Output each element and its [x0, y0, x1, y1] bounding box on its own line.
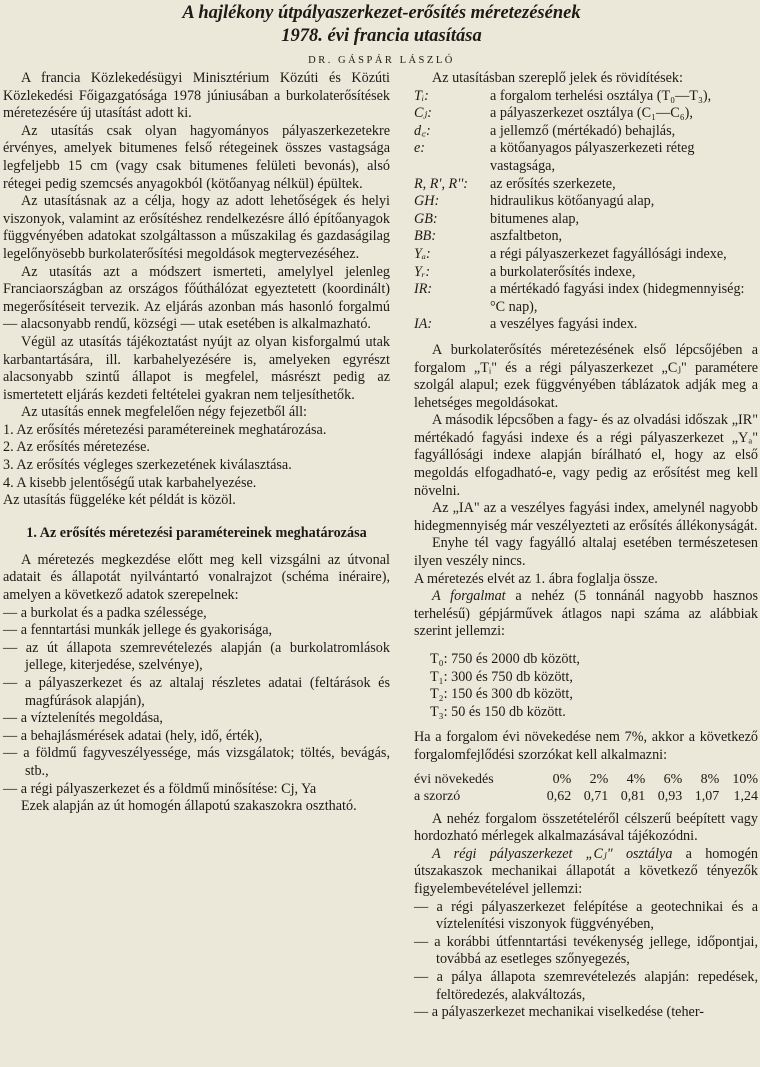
table-row: [414, 771, 758, 788]
list-item: 4. A kisebb jelentőségű utak karbahelyezése.: [3, 474, 257, 491]
symbol: BB:: [414, 228, 437, 245]
table-cell: 8%: [700, 771, 720, 787]
right-column: [414, 70, 758, 1022]
paragraph: Ha a forgalom évi növekedése nem 7%, akkor a következő forgalomfejlődési szorzókat kell alkalmazni:: [414, 729, 758, 763]
table-row: [414, 788, 758, 805]
definition: bitumenes alap,: [490, 210, 580, 227]
symbol: IR:: [414, 281, 433, 298]
title-line-1: A hajlékony útpályaszerkezet-erősítés méretezésének: [182, 3, 581, 23]
definition-row: [414, 140, 758, 175]
definition: a forgalom terhelési osztálya (T₀—T₃),: [490, 87, 712, 104]
traffic-class-list: [414, 651, 758, 721]
symbol-definitions: [414, 88, 758, 334]
symbol: Yₐ:: [414, 245, 431, 262]
paragraph: A méretezés elvét az 1. ábra foglalja össze.: [414, 570, 658, 587]
symbol: GH:: [414, 193, 440, 210]
table-cell: 0%: [552, 771, 572, 787]
list-item: — a pályaszerkezet mechanikai viselkedése (teher-: [414, 1004, 705, 1021]
table-cell: 0,93: [657, 788, 683, 804]
author-name: DR. GÁSPÁR LÁSZLÓ: [308, 55, 455, 66]
definition: a jellemző (mértékadó) behajlás,: [490, 122, 676, 139]
row-label: a szorzó: [414, 788, 461, 804]
definition-row: [414, 246, 758, 264]
list-item: — a régi pályaszerkezet és a földmű minősítése: Cj, Ya: [3, 780, 317, 797]
definition-row: [414, 193, 758, 211]
definition: a régi pályaszerkezet fagyállósági indexe,: [490, 245, 727, 262]
table-cell: 10%: [732, 771, 758, 787]
definition-row: [414, 123, 758, 141]
two-column-body: [3, 70, 760, 1022]
list-item: 2. Az erősítés méretezése.: [3, 439, 150, 456]
list-item: — a régi pályaszerkezet felépítése a geotechnikai és a víztelenítési viszonyok függvényében,: [414, 898, 758, 933]
paragraph: A méretezés megkezdése előtt meg kell vizsgálni az útvonal adatait és állapotát nyilvántartó vonalrajzot (schéma inéraire), amelyen a következő adatok szerepelnek:: [3, 551, 390, 604]
paragraph: Az utasításban szereplő jelek és rövidítések:: [432, 70, 683, 86]
definition: aszfaltbeton,: [490, 228, 563, 245]
paragraph: Az utasítás ennek megfelelően négy fejezetből áll:: [21, 404, 307, 421]
list-item: — a burkolat és a padka szélessége,: [3, 604, 207, 621]
list-item: 1. Az erősítés méretezési paramétereinek meghatározása.: [3, 421, 327, 438]
left-column: [3, 70, 390, 1022]
growth-factor-table: [414, 771, 758, 805]
table-cell: 1,07: [694, 788, 720, 804]
table-cell: 4%: [626, 771, 646, 787]
symbol: Cⱼ:: [414, 105, 432, 122]
list-item: — a fenntartási munkák jellege és gyakorisága,: [3, 622, 273, 639]
table-cell: 2%: [589, 771, 609, 787]
list-item: 3. Az erősítés végleges szerkezetének kiválasztása.: [3, 457, 292, 474]
paragraph: Az utasításnak az a célja, hogy az adott lehetőségek és helyi viszonyok, valamint az erősítéshez rendelkezésre álló építőanyagok függvényében adatokat szolgáltasson a műszakilag és gazdaságilag legelőnyösebb burkolaterősítési megoldások megtervezéséhez.: [3, 193, 390, 262]
table-cell: 6%: [663, 771, 683, 787]
paragraph: Az utasítás függeléke két példát is közöl.: [3, 492, 236, 509]
list-item: — a földmű fagyveszélyessége, más vizsgálatok; töltés, bevágás, stb.,: [3, 745, 390, 779]
list-item: — a pályaszerkezet és az altalaj részletes adatai (feltárások és magfúrások alapján),: [3, 675, 390, 709]
symbol: Yᵣ:: [414, 263, 431, 280]
list-item: T₃: 50 és 150 db között.: [430, 703, 566, 720]
list-item: — az út állapota szemrevételezés alapján (a burkolatromlások jellege, kiterjedése, szelvénye),: [3, 639, 390, 674]
table-cell: 0,71: [583, 788, 609, 804]
list-item: T₀: 750 és 2000 db között,: [430, 651, 580, 667]
definition: a burkolaterősítés indexe,: [490, 263, 636, 280]
symbol: d꜀:: [414, 122, 431, 139]
definition: az erősítés szerkezete,: [490, 175, 616, 192]
paragraph: A második lépcsőben a fagy- és az olvadási időszak „IR" mértékadó fagyási indexe és a régi pályaszerkezet „Yₐ" fagyállósági indexe alapján bírálható el, hogy az első megoldás elfogadható-e, vagy pedig az erősítést meg kell növelni.: [414, 412, 758, 499]
definition-row: [414, 211, 758, 229]
list-item: T₂: 150 és 300 db között,: [430, 686, 573, 703]
table-cell: 0,81: [620, 788, 646, 804]
chapter-list: [3, 422, 390, 492]
section-heading: 1. Az erősítés méretezési paramétereinek meghatározása: [26, 524, 367, 541]
paragraph: Az utasítás azt a módszert ismerteti, amelylyel jelenleg Franciaországban az országos főúthálózat egyeztetett (koordinált) megerősítéseit tervezik. Az eljárás azonban más hasonló forgalmú — alacsonyabb rendű, községi — utak esetében is alkalmazható.: [3, 263, 390, 333]
paragraph: Enyhe tél vagy fagyálló altalaj esetében természetesen ilyen veszély nincs.: [414, 535, 758, 570]
document-title: [3, 0, 760, 48]
paragraph-text: a homogén útszakaszok mechanikai állapotát a következő tényezők figyelembevételével jellemzi:: [414, 845, 758, 897]
paragraph: A francia Közlekedésügyi Minisztérium Közúti és Közúti Közlekedési Főigazgatósága 1978 júniusában a burkolaterősítések méretezésére új utasítást adott ki.: [3, 70, 390, 122]
definition-row: [414, 176, 758, 194]
table-cell: 0,62: [546, 788, 572, 804]
factor-list: [414, 899, 758, 1022]
paragraph: [414, 588, 758, 641]
symbol: e:: [414, 140, 426, 157]
title-line-2: 1978. évi francia utasítása: [281, 26, 482, 46]
paragraph: Az „IA" az a veszélyes fagyási index, amelynél nagyobb hidegmennyiség már veszélyezteti az erősítés állékonyságát.: [414, 500, 758, 534]
emphasis: A forgalmat: [432, 588, 506, 605]
symbol: GB:: [414, 210, 438, 227]
paragraph: [414, 846, 758, 899]
definition-row: [414, 228, 758, 246]
paragraph: A nehéz forgalom összetételéről célszerű beépített vagy hordozható mérlegek alkalmazásával tájékozódni.: [414, 810, 758, 845]
definition: a veszélyes fagyási index.: [490, 316, 638, 333]
emphasis: A régi pályaszerkezet „Cⱼ" osztálya: [432, 845, 673, 862]
definition-row: [414, 88, 758, 106]
table-cell: 1,24: [733, 788, 758, 804]
list-item: — a korábbi útfenntartási tevékenység jellege, időpontjai, továbbá az esetleges szőnyegezés,: [414, 933, 758, 968]
list-item: — a víztelenítés megoldása,: [3, 710, 163, 727]
paragraph: Ezek alapján az út homogén állapotú szakaszokra osztható.: [21, 798, 357, 815]
data-item-list: [3, 605, 390, 799]
row-label: évi növekedés: [414, 771, 494, 787]
paragraph-text: a nehéz (5 tonnánál nagyobb hasznos terhelésű) gépjárművek átlagos napi száma az alábbiak szerint jellemzi:: [414, 588, 758, 640]
paragraph: Végül az utasítás tájékoztatást nyújt az olyan kisforgalmú utak karbantartására, ill. karbahelyezésére is, amelyeken egyrészt alacsonyabb szintű állapot is megfelel, másrészt pedig az ismertetett eljárás kezdeti feltételei gyakran nem teljesíthetők.: [3, 333, 390, 403]
paragraph: Az utasítás csak olyan hagyományos pályaszerkezetekre érvényes, amelyek bitumenes felső rétegeinek összes vastagsága legfeljebb 15 cm (vagy csak bitumenes felületi bevonás), alsó rétegei pedig szemcsés anyagokból (kötőanyag nélkül) épültek.: [3, 122, 390, 192]
definition: a mértékadó fagyási index (hidegmennyiség: °C nap),: [490, 281, 745, 315]
list-item: — a pálya állapota szemrevételezés alapján: repedések, feltöredezés, alakváltozás,: [414, 968, 758, 1003]
definition: a pályaszerkezet osztálya (C₁—C₆),: [490, 105, 693, 122]
definition-row: [414, 264, 758, 282]
paragraph: A burkolaterősítés méretezésének első lépcsőjében a forgalom „Tᵢ" és a régi pályaszerkezet „Cⱼ" paramétere szolgál alapul; ezek függvényében táblázatok adják meg a lehetséges megoldásokat.: [414, 341, 758, 411]
definition-row: [414, 316, 758, 334]
definition: a kötőanyagos pályaszerkezeti réteg vastagsága,: [490, 140, 695, 174]
symbol: IA:: [414, 316, 433, 333]
definition-row: [414, 105, 758, 123]
definition: hidraulikus kötőanyagú alap,: [490, 193, 655, 210]
symbol: Tᵢ:: [414, 87, 429, 104]
list-item: T₁: 300 és 750 db között,: [430, 668, 573, 685]
list-item: — a behajlásmérések adatai (hely, idő, érték),: [3, 727, 263, 744]
definition-row: [414, 281, 758, 316]
symbol: R, R', R'':: [414, 175, 469, 192]
